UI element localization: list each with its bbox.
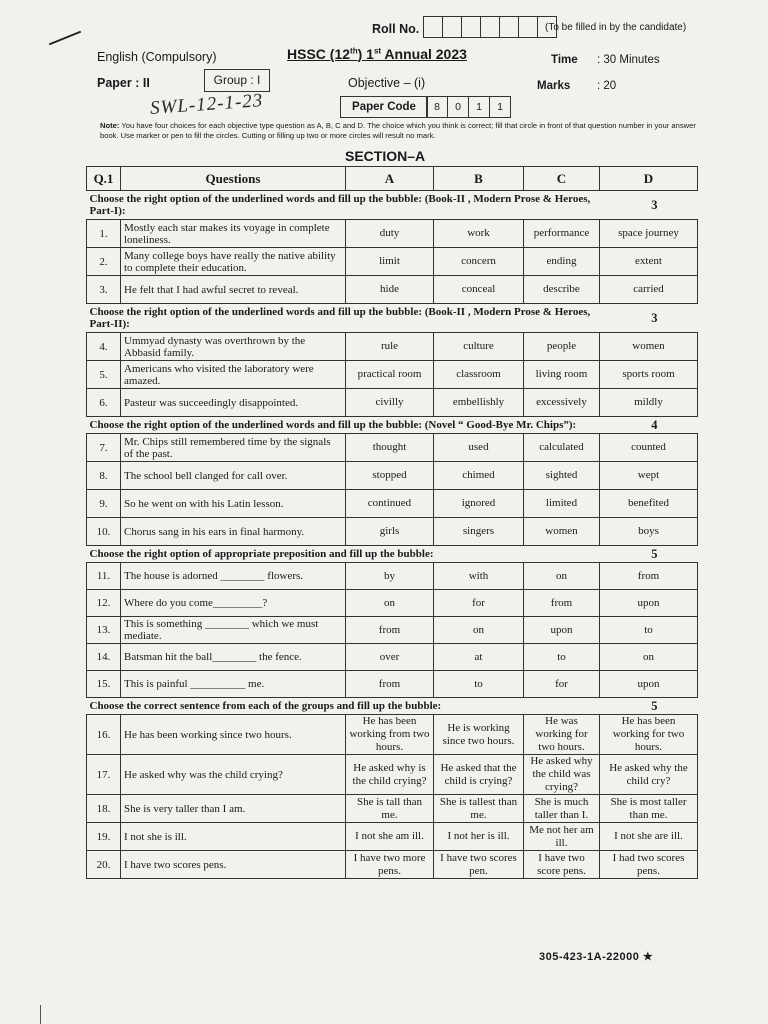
option-b: He is working since two hours.	[434, 715, 524, 755]
paper-code-digit: 0	[447, 96, 469, 118]
option-b: used	[434, 434, 524, 462]
roll-box[interactable]	[518, 16, 538, 38]
option-c: He was working for two hours.	[524, 715, 600, 755]
table-row	[87, 220, 698, 248]
question-number: 6.	[87, 389, 121, 417]
option-a: over	[346, 644, 434, 671]
table-row	[87, 590, 698, 617]
exam-title-part: HSSC (12	[287, 46, 351, 62]
option-a: from	[346, 671, 434, 698]
table-row	[87, 823, 698, 851]
question-number: 4.	[87, 333, 121, 361]
option-c: She is much taller than I.	[524, 795, 600, 823]
option-c: calculated	[524, 434, 600, 462]
option-c: ending	[524, 248, 600, 276]
note-label: Note:	[100, 121, 120, 130]
group-instruction-row	[87, 546, 698, 563]
option-b: He asked that the child is crying?	[434, 755, 524, 795]
option-b: chimed	[434, 462, 524, 490]
option-b: singers	[434, 518, 524, 546]
option-d: sports room	[600, 361, 698, 389]
option-a: limit	[346, 248, 434, 276]
option-d: from	[600, 563, 698, 590]
question-text: Many college boys have really the native ability to complete their education.	[121, 248, 346, 276]
option-a: duty	[346, 220, 434, 248]
option-d: counted	[600, 434, 698, 462]
option-b: to	[434, 671, 524, 698]
question-number: 5.	[87, 361, 121, 389]
option-a: He asked why is the child crying?	[346, 755, 434, 795]
question-text: He felt that I had awful secret to reveal.	[121, 276, 346, 304]
option-c: excessively	[524, 389, 600, 417]
option-b: at	[434, 644, 524, 671]
instructions-note	[100, 121, 700, 141]
roll-box[interactable]	[423, 16, 443, 38]
time-value: : 30 Minutes	[597, 54, 660, 66]
group-marks: 3	[600, 304, 698, 333]
exam-title-part: ) 1	[357, 46, 374, 62]
option-c: limited	[524, 490, 600, 518]
question-text: The house is adorned ________ flowers.	[121, 563, 346, 590]
question-number: 17.	[87, 755, 121, 795]
paper-serial-footer: 305-423-1A-22000 ★	[539, 951, 654, 963]
group-marks: 4	[600, 417, 698, 434]
question-number: 9.	[87, 490, 121, 518]
header-c: C	[524, 167, 600, 191]
roll-box[interactable]	[461, 16, 481, 38]
option-d: He has been working for two hours.	[600, 715, 698, 755]
roll-box[interactable]	[480, 16, 500, 38]
option-b: She is tallest than me.	[434, 795, 524, 823]
option-b: I not her is ill.	[434, 823, 524, 851]
option-b: ignored	[434, 490, 524, 518]
table-row	[87, 563, 698, 590]
question-number: 11.	[87, 563, 121, 590]
question-number: 1.	[87, 220, 121, 248]
option-d: benefited	[600, 490, 698, 518]
option-a: on	[346, 590, 434, 617]
option-c: describe	[524, 276, 600, 304]
option-a: continued	[346, 490, 434, 518]
option-c: performance	[524, 220, 600, 248]
table-row	[87, 851, 698, 879]
option-a: She is tall than me.	[346, 795, 434, 823]
option-a: girls	[346, 518, 434, 546]
option-a: civilly	[346, 389, 434, 417]
section-title: SECTION–A	[345, 148, 426, 164]
table-row	[87, 671, 698, 698]
question-number: 8.	[87, 462, 121, 490]
group-instruction-row	[87, 698, 698, 715]
table-header-row	[87, 167, 698, 191]
header-questions: Questions	[121, 167, 346, 191]
question-number: 18.	[87, 795, 121, 823]
roll-number-label: Roll No.	[372, 22, 420, 36]
question-number: 3.	[87, 276, 121, 304]
roll-box[interactable]	[499, 16, 519, 38]
option-b: concern	[434, 248, 524, 276]
question-number: 19.	[87, 823, 121, 851]
table-row	[87, 518, 698, 546]
question-number: 13.	[87, 617, 121, 644]
question-text: Americans who visited the laboratory were amazed.	[121, 361, 346, 389]
question-number: 15.	[87, 671, 121, 698]
table-row	[87, 490, 698, 518]
option-b: work	[434, 220, 524, 248]
group-marks: 5	[600, 698, 698, 715]
option-b: culture	[434, 333, 524, 361]
option-a: from	[346, 617, 434, 644]
option-b: conceal	[434, 276, 524, 304]
group-label: Group : I	[204, 69, 270, 92]
option-a: rule	[346, 333, 434, 361]
question-number: 14.	[87, 644, 121, 671]
question-text: This is painful __________ me.	[121, 671, 346, 698]
questions-table	[86, 166, 698, 879]
question-text: The school bell clanged for call over.	[121, 462, 346, 490]
option-c: upon	[524, 617, 600, 644]
option-b: for	[434, 590, 524, 617]
paper-label: Paper : II	[97, 76, 150, 90]
table-row	[87, 795, 698, 823]
group-instruction: Choose the right option of appropriate preposition and fill up the bubble:	[87, 546, 600, 563]
group-instruction-row	[87, 191, 698, 220]
table-row	[87, 434, 698, 462]
option-c: I have two score pens.	[524, 851, 600, 879]
option-a: by	[346, 563, 434, 590]
question-number: 12.	[87, 590, 121, 617]
paper-code-digits	[426, 96, 510, 118]
option-c: women	[524, 518, 600, 546]
option-c: living room	[524, 361, 600, 389]
option-d: mildly	[600, 389, 698, 417]
option-c: Me not her am ill.	[524, 823, 600, 851]
option-d: upon	[600, 671, 698, 698]
option-c: on	[524, 563, 600, 590]
paper-code-digit: 1	[468, 96, 490, 118]
question-text: He has been working since two hours.	[121, 715, 346, 755]
group-instruction: Choose the right option of the underlined words and fill up the bubble: (Book-II , Modern Prose & Heroes, Part-II):	[87, 304, 600, 333]
option-a: I not she am ill.	[346, 823, 434, 851]
group-instruction: Choose the right option of the underlined words and fill up the bubble: (Novel “ Good-Bye Mr. Chips”):	[87, 417, 600, 434]
header-q: Q.1	[87, 167, 121, 191]
question-text: So he went on with his Latin lesson.	[121, 490, 346, 518]
pen-stroke-mark	[49, 31, 81, 46]
objective-label: Objective – (i)	[348, 76, 426, 90]
table-row	[87, 462, 698, 490]
question-number: 20.	[87, 851, 121, 879]
option-d: She is most taller than me.	[600, 795, 698, 823]
question-text: I have two scores pens.	[121, 851, 346, 879]
option-b: with	[434, 563, 524, 590]
marks-label: Marks	[537, 80, 571, 92]
option-d: on	[600, 644, 698, 671]
option-d: carried	[600, 276, 698, 304]
time-label: Time	[551, 54, 578, 66]
question-text: Mostly each star makes its voyage in complete loneliness.	[121, 220, 346, 248]
exam-title-sup: th	[350, 46, 358, 56]
option-d: He asked why the child cry?	[600, 755, 698, 795]
table-row	[87, 755, 698, 795]
question-text: Pasteur was succeedingly disappointed.	[121, 389, 346, 417]
group-instruction: Choose the right option of the underlined words and fill up the bubble: (Book-II , Modern Prose & Heroes, Part-I):	[87, 191, 600, 220]
table-row	[87, 361, 698, 389]
option-a: practical room	[346, 361, 434, 389]
question-number: 2.	[87, 248, 121, 276]
question-number: 10.	[87, 518, 121, 546]
subject-title: English (Compulsory)	[97, 50, 217, 64]
note-text: You have four choices for each objective type question as A, B, C and D. The choice which you think is correct; fill that circle in front of that question number in your answer book. Use marker or pen to fill the circles. Cutting or filling up two or more circles will result no mark.	[100, 121, 696, 140]
option-d: upon	[600, 590, 698, 617]
group-instruction-row	[87, 417, 698, 434]
header-d: D	[600, 167, 698, 191]
option-d: boys	[600, 518, 698, 546]
option-d: I had two scores pens.	[600, 851, 698, 879]
option-c: from	[524, 590, 600, 617]
option-a: He has been working from two hours.	[346, 715, 434, 755]
paper-code-label: Paper Code	[340, 96, 428, 118]
header-a: A	[346, 167, 434, 191]
margin-line	[40, 1005, 41, 1024]
option-b: classroom	[434, 361, 524, 389]
table-row	[87, 248, 698, 276]
paper-code-digit: 8	[426, 96, 448, 118]
question-number: 7.	[87, 434, 121, 462]
option-d: wept	[600, 462, 698, 490]
table-row	[87, 715, 698, 755]
paper-code-digit: 1	[489, 96, 511, 118]
question-text: I not she is ill.	[121, 823, 346, 851]
option-d: I not she are ill.	[600, 823, 698, 851]
table-row	[87, 333, 698, 361]
question-number: 16.	[87, 715, 121, 755]
table-row	[87, 276, 698, 304]
option-c: people	[524, 333, 600, 361]
table-row	[87, 389, 698, 417]
marks-value: : 20	[597, 80, 617, 92]
exam-title-part: Annual 2023	[381, 46, 467, 62]
question-text: She is very taller than I am.	[121, 795, 346, 823]
option-b: embellishly	[434, 389, 524, 417]
question-text: Ummyad dynasty was overthrown by the Abbasid family.	[121, 333, 346, 361]
option-a: stopped	[346, 462, 434, 490]
option-a: thought	[346, 434, 434, 462]
table-row	[87, 644, 698, 671]
exam-title-sup: st	[373, 46, 382, 56]
roll-number-boxes[interactable]	[423, 16, 556, 38]
question-text: Where do you come_________?	[121, 590, 346, 617]
group-instruction-row	[87, 304, 698, 333]
roll-number-note: (To be filled in by the candidate)	[545, 22, 687, 33]
question-text: This is something ________ which we must mediate.	[121, 617, 346, 644]
option-d: to	[600, 617, 698, 644]
group-instruction: Choose the correct sentence from each of the groups and fill up the bubble:	[87, 698, 600, 715]
option-d: space journey	[600, 220, 698, 248]
question-text: Batsman hit the ball________ the fence.	[121, 644, 346, 671]
option-c: to	[524, 644, 600, 671]
option-c: He asked why the child was crying?	[524, 755, 600, 795]
option-a: I have two more pens.	[346, 851, 434, 879]
option-a: hide	[346, 276, 434, 304]
option-b: on	[434, 617, 524, 644]
group-marks: 5	[600, 546, 698, 563]
option-c: sighted	[524, 462, 600, 490]
option-d: women	[600, 333, 698, 361]
option-c: for	[524, 671, 600, 698]
question-text: Chorus sang in his ears in final harmony.	[121, 518, 346, 546]
question-text: Mr. Chips still remembered time by the signals of the past.	[121, 434, 346, 462]
option-d: extent	[600, 248, 698, 276]
header-b: B	[434, 167, 524, 191]
roll-box[interactable]	[442, 16, 462, 38]
handwritten-code: SWL-12-1-23	[149, 90, 264, 119]
table-row	[87, 617, 698, 644]
group-marks: 3	[600, 191, 698, 220]
exam-title	[287, 46, 467, 62]
question-text: He asked why was the child crying?	[121, 755, 346, 795]
option-b: I have two scores pen.	[434, 851, 524, 879]
